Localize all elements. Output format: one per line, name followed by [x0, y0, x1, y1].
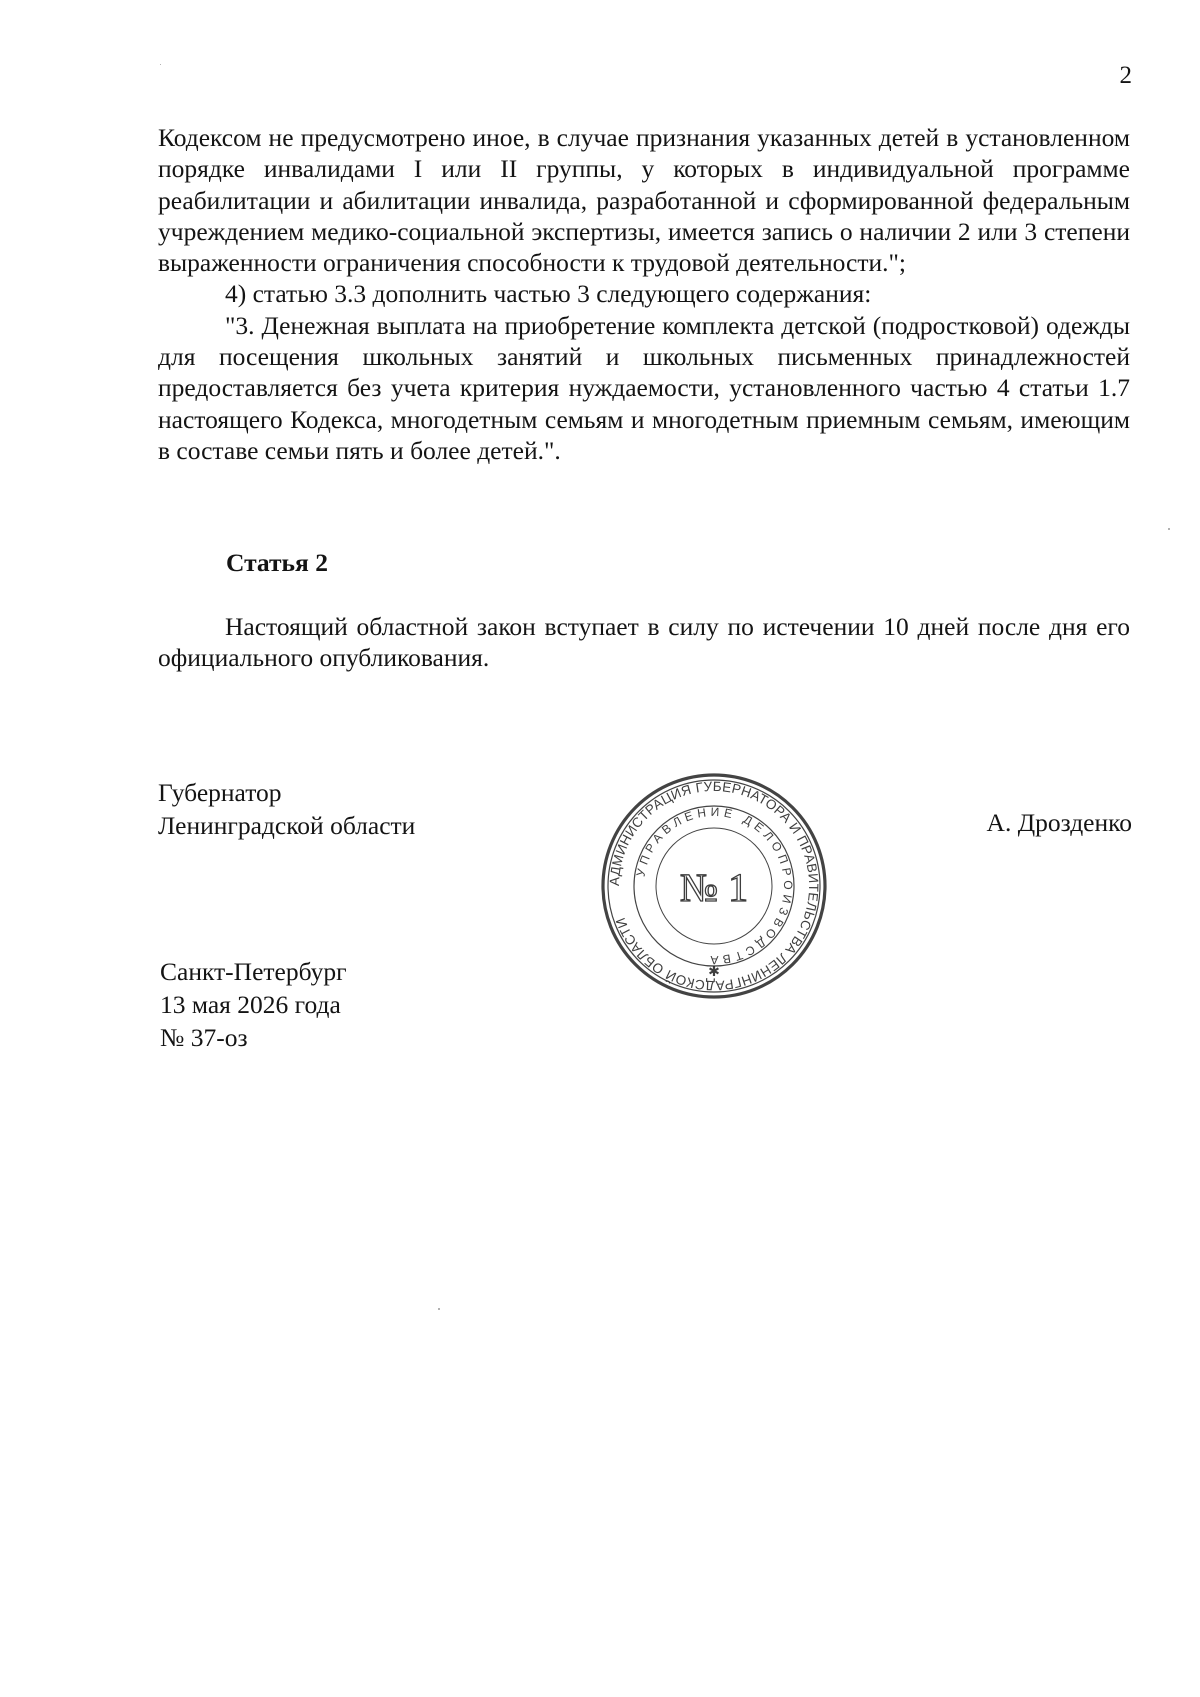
scan-speck: [438, 1308, 440, 1310]
paragraph-item-4: 4) статью 3.3 дополнить частью 3 следующего содержания:: [225, 279, 872, 309]
article-text: Настоящий областной закон вступает в силу по истечении 10 дней после дня его официального опубликования.: [158, 612, 1130, 673]
page-number: 2: [1119, 62, 1132, 89]
signer-name: А. Дрозденко: [986, 808, 1132, 837]
law-number: № 37-оз: [160, 1023, 248, 1052]
signer-title-line-1: Губернатор: [158, 778, 282, 807]
scan-speck: [160, 64, 161, 65]
issuance-date: 13 мая 2026 года: [160, 990, 341, 1019]
article-heading: Статья 2: [226, 548, 328, 577]
stamp-star-icon: ✱: [708, 963, 720, 979]
signer-title-line-2: Ленинградской области: [158, 811, 416, 840]
stamp-inner-text: УПРАВЛЕНИЕ ДЕЛОПРОИЗВОДСТВА: [633, 804, 796, 968]
document-body: [158, 122, 1130, 466]
stamp-number: № 1: [679, 865, 749, 910]
paragraph-part-3: "3. Денежная выплата на приобретение комплекта детской (подростковой) одежды для посещения школьных занятий и школьных письменных принадлежностей предоставляется без учета критерия нуждаемости, установленного частью 4 статьи 1.7 настоящего Кодекса, многодетным семьям и многодетным приемным семьям, имеющим в составе семьи пять и более детей.".: [158, 310, 1130, 465]
paragraph-continuation: Кодексом не предусмотрено иное, в случае признания указанных детей в установленном порядке инвалидами I или II группы, у которых в индивидуальной программе реабилитации и абилитации инвалида, разработанной и сформированной федеральным учреждением медико-социальной экспертизы, имеется запись о наличии 2 или 3 степени выраженности ограничения способности к трудовой деятельности.";: [158, 123, 1130, 278]
stamp-outer-text: АДМИНИСТРАЦИЯ ГУБЕРНАТОРА И ПРАВИТЕЛЬСТВА ЛЕНИНГРАДСКОЙ ОБЛАСТИ: [606, 778, 822, 994]
issuance-city: Санкт-Петербург: [160, 957, 347, 986]
scan-speck: [1168, 528, 1170, 530]
issuance-block: [160, 955, 347, 1054]
official-stamp: [598, 770, 830, 1002]
signer-title: [158, 776, 415, 842]
